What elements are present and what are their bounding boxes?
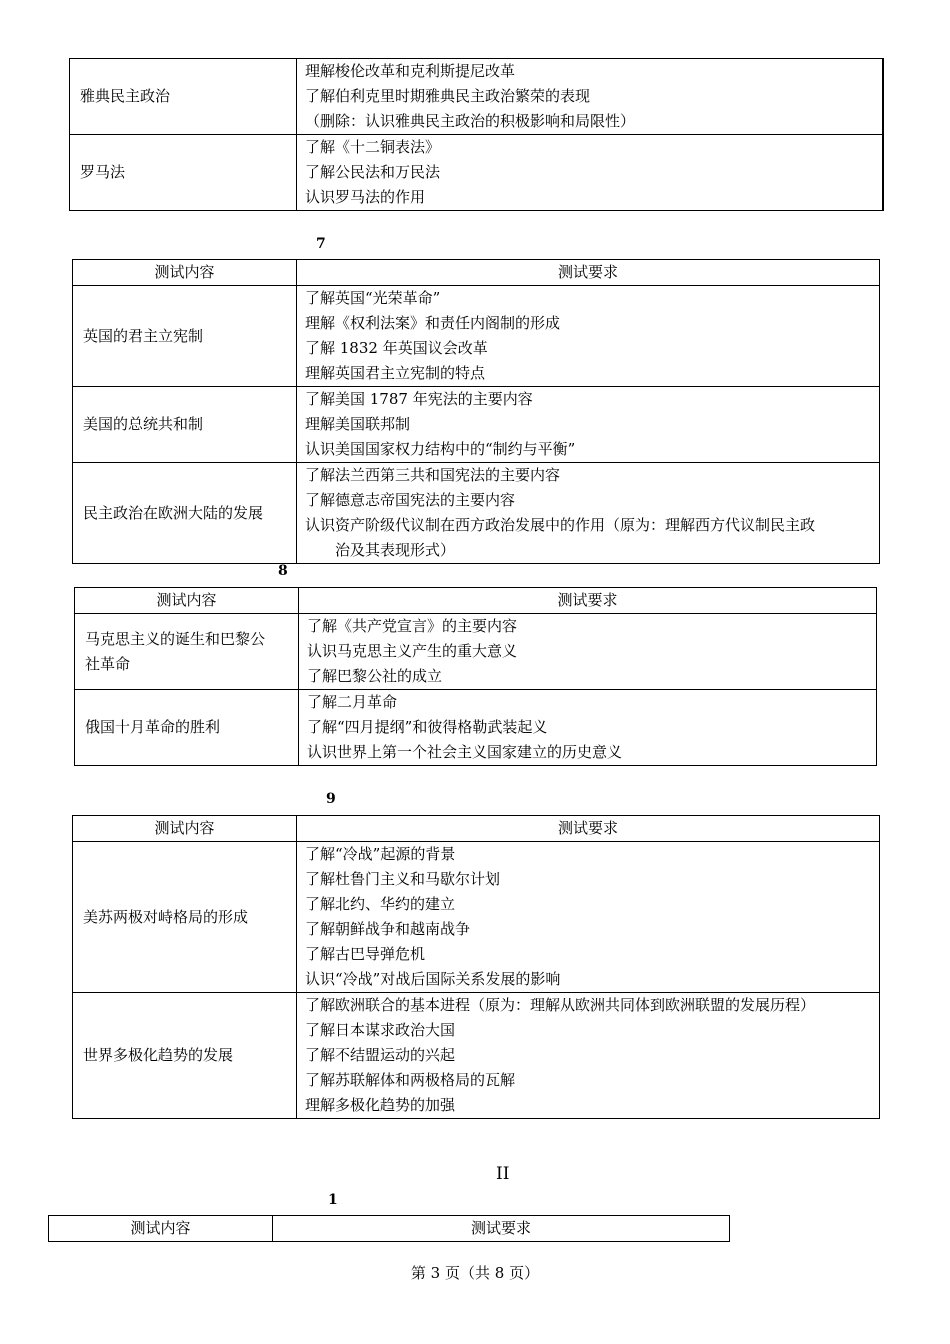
requirement-line: 理解英国君主立宪制的特点 [305,364,486,382]
requirement-line: 理解多极化趋势的加强 [305,1096,456,1114]
table-ancient-democracy [69,58,884,211]
table-section-8 [74,587,877,766]
topic-text: 世界多极化趋势的发展 [83,1046,234,1064]
table-section-9 [72,815,880,1119]
part-number: II [496,1164,510,1184]
requirement-line: 了解杜鲁门主义和马歇尔计划 [305,870,501,888]
requirement-line: 认识资产阶级代议制在西方政治发展中的作用（原为：理解西方代议制民主政 [305,516,816,534]
header-row [75,588,877,614]
requirement-line: 了解“冷战”起源的背景 [305,845,456,863]
requirement-line: 了解苏联解体和两极格局的瓦解 [305,1071,516,1089]
requirement-line-continued: 治及其表现形式） [335,541,456,559]
column-header-requirement: 测试要求 [297,260,880,286]
topic-cell [73,842,297,993]
requirement-line: 了解巴黎公社的成立 [307,667,443,685]
requirement-line: 了解英国“光荣革命” [305,289,441,307]
column-header-requirement: 测试要求 [273,1216,730,1242]
requirement-line: 了解美国 1787 年宪法的主要内容 [305,390,533,408]
section-number: 9 [326,791,336,807]
requirement-line: 了解不结盟运动的兴起 [305,1046,456,1064]
requirement-line: 认识“冷战”对战后国际关系发展的影响 [305,970,561,988]
table-row [70,135,883,211]
table-row [73,993,880,1119]
requirement-line: 了解德意志帝国宪法的主要内容 [305,491,516,509]
part-heading [496,1164,509,1184]
section-number: 1 [328,1192,338,1208]
topic-text: 俄国十月革命的胜利 [85,718,221,736]
table-section-7 [72,259,880,564]
requirement-line: 了解“四月提纲”和彼得格勒武装起义 [307,718,548,736]
topic-cell [73,387,297,463]
requirement-line: 了解朝鲜战争和越南战争 [305,920,471,938]
requirement-line: 认识马克思主义产生的重大意义 [307,642,518,660]
requirement-line: 认识世界上第一个社会主义国家建立的历史意义 [307,743,623,761]
requirement-line: 了解北约、华约的建立 [305,895,456,913]
table-section-1 [48,1215,730,1242]
requirement-line: 了解法兰西第三共和国宪法的主要内容 [305,466,561,484]
topic-cell [75,614,299,690]
requirement-line: 认识美国国家权力结构中的“制约与平衡” [305,440,576,458]
column-header-requirement: 测试要求 [299,588,877,614]
section-8-caption [278,563,288,579]
requirement-cell [297,286,880,387]
topic-text-continued: 社革命 [85,654,131,673]
header-row [73,816,880,842]
column-header-content: 测试内容 [75,588,299,614]
requirement-cell [299,614,877,690]
requirement-cell [297,463,880,564]
topic-cell [70,59,297,135]
requirement-line: 了解 1832 年英国议会改革 [305,339,488,357]
requirement-line: 了解《共产党宣言》的主要内容 [307,617,518,635]
table-row [73,463,880,564]
requirement-line: 了解欧洲联合的基本进程（原为：理解从欧洲共同体到欧洲联盟的发展历程） [305,996,816,1014]
requirement-line: （删除：认识雅典民主政治的积极影响和局限性） [305,112,636,130]
table-row [73,286,880,387]
table-row [73,387,880,463]
requirement-line: 理解美国联邦制 [305,415,411,433]
table-row [75,614,877,690]
topic-text: 马克思主义的诞生和巴黎公 [85,629,266,648]
topic-text: 美苏两极对峙格局的形成 [83,907,249,926]
requirement-cell [297,993,880,1119]
section-number: 8 [278,563,288,579]
column-header-content: 测试内容 [73,816,297,842]
column-header-content: 测试内容 [73,260,297,286]
requirement-line: 了解公民法和万民法 [305,163,441,181]
section-9-caption [326,791,336,807]
requirement-line: 了解伯利克里时期雅典民主政治繁荣的表现 [305,87,591,105]
requirement-line: 认识罗马法的作用 [305,188,426,206]
requirement-line: 理解《权利法案》和责任内阁制的形成 [305,314,561,332]
topic-cell [73,463,297,564]
page-footer: 第 3 页（共 8 页） [410,1264,540,1282]
topic-text: 雅典民主政治 [80,87,171,105]
section-1-caption [328,1192,338,1208]
requirement-line: 了解日本谋求政治大国 [305,1021,456,1039]
topic-text: 英国的君主立宪制 [83,326,204,345]
requirement-cell [297,842,880,993]
topic-cell [73,993,297,1119]
requirement-cell [299,690,877,766]
topic-text: 罗马法 [80,163,126,181]
topic-cell [73,286,297,387]
requirement-cell [297,387,880,463]
requirement-line: 了解《十二铜表法》 [305,138,441,156]
requirement-cell [297,59,883,135]
table-row [75,690,877,766]
requirement-line: 了解二月革命 [307,693,398,711]
table-row [73,842,880,993]
column-header-content: 测试内容 [49,1216,273,1242]
table-row [70,59,883,135]
section-number: 7 [316,236,326,252]
topic-text: 民主政治在欧洲大陆的发展 [83,503,264,522]
requirement-line: 了解古巴导弹危机 [305,945,426,963]
requirement-line: 理解梭伦改革和克利斯提尼改革 [305,62,516,80]
topic-cell [75,690,299,766]
header-row [49,1216,730,1242]
section-7-caption [316,236,326,252]
topic-cell [70,135,297,211]
requirement-cell [297,135,883,211]
column-header-requirement: 测试要求 [297,816,880,842]
header-row [73,260,880,286]
topic-text: 美国的总统共和制 [83,415,204,433]
